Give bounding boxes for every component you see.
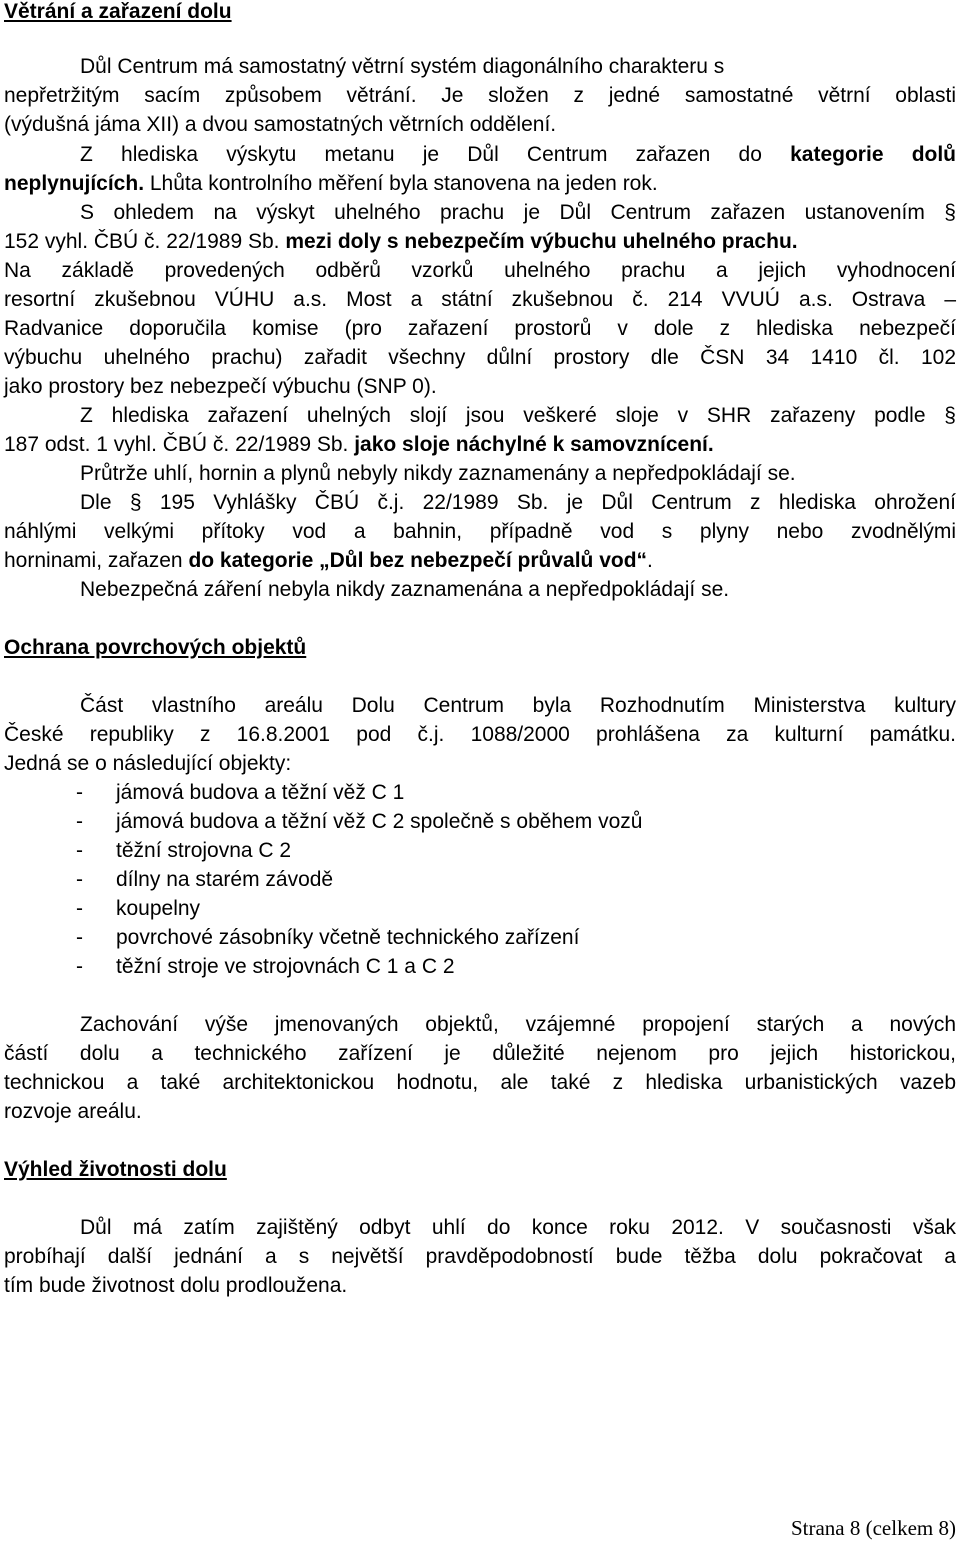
paragraph-line: Jedná se o následující objekty: xyxy=(4,752,292,775)
list-bullet: - xyxy=(76,868,83,891)
paragraph-line: Důl Centrum má samostatný větrní systém diagonálního charakteru s xyxy=(80,55,725,78)
paragraph-line: technickou a také architektonickou hodnotu, ale také z hlediska urbanistických vazeb xyxy=(4,1071,956,1094)
paragraph-line: Důl má zatím zajištěný odbyt uhlí do konce roku 2012. V současnosti však xyxy=(80,1216,956,1239)
paragraph-line: neplynujících. Lhůta kontrolního měření byla stanovena na jeden rok. xyxy=(4,172,658,195)
page-footer: Strana 8 (celkem 8) xyxy=(790,1516,956,1540)
paragraph-line: probíhají další jednání a s největší pravděpodobností bude těžba dolu pokračovat a xyxy=(4,1245,956,1268)
list-bullet: - xyxy=(76,839,83,862)
paragraph-line: Z hlediska výskytu metanu je Důl Centrum zařazen do kategorie dolů xyxy=(80,143,957,166)
paragraph-line: 152 vyhl. ČBÚ č. 22/1989 Sb. mezi doly s nebezpečím výbuchu uhelného prachu. xyxy=(4,230,798,253)
paragraph-line: náhlými velkými přítoky vod a bahnin, případně vod s plyny nebo zvodnělými xyxy=(4,520,956,543)
list-item: - koupelny xyxy=(76,897,201,920)
paragraph-line: Průtrže uhlí, hornin a plynů nebyly nikdy zaznamenány a nepředpokládají se. xyxy=(80,462,796,485)
paragraph-line: tím bude životnost dolu prodloužena. xyxy=(4,1274,348,1297)
section-heading-protection: Ochrana povrchových objektů xyxy=(4,636,307,659)
paragraph-line: horninami, zařazen do kategorie „Důl bez nebezpečí průvalů vod“. xyxy=(4,549,653,572)
list-item: - těžní strojovna C 2 xyxy=(76,839,292,862)
paragraph-line: Dle § 195 Vyhlášky ČBÚ č.j. 22/1989 Sb. je Důl Centrum z hlediska ohrožení xyxy=(80,491,956,514)
paragraph-line: jako prostory bez nebezpečí výbuchu (SNP 0). xyxy=(4,375,437,398)
paragraph-line: Radvanice doporučila komise (pro zařazení prostorů v dole z hlediska nebezpečí xyxy=(4,317,956,340)
list-bullet: - xyxy=(76,926,83,949)
paragraph-line: rozvoje areálu. xyxy=(4,1100,142,1123)
list-item: - jámová budova a těžní věž C 1 xyxy=(76,781,405,804)
paragraph-line: Na základě provedených odběrů vzorků uhelného prachu a jejich vyhodnocení xyxy=(4,259,956,282)
paragraph-line: Část vlastního areálu Dolu Centrum byla Rozhodnutím Ministerstva kultury xyxy=(80,694,956,717)
section-heading-ventilation: Větrání a zařazení dolu xyxy=(4,0,232,23)
paragraph-line: Zachování výše jmenovaných objektů, vzájemné propojení starých a nových xyxy=(80,1013,956,1036)
list-bullet: - xyxy=(76,781,83,804)
list-item: - dílny na starém závodě xyxy=(76,868,334,891)
paragraph-line: S ohledem na výskyt uhelného prachu je Důl Centrum zařazen ustanovením § xyxy=(80,201,956,224)
list-item: - jámová budova a těžní věž C 2 společně s oběhem vozů xyxy=(76,810,643,833)
list-bullet: - xyxy=(76,897,83,920)
list-bullet: - xyxy=(76,810,83,833)
list-bullet: - xyxy=(76,955,83,978)
paragraph-line: Z hlediska zařazení uhelných slojí jsou veškeré sloje v SHR zařazeny podle § xyxy=(80,404,956,427)
list-item: - povrchové zásobníky včetně technického zařízení xyxy=(76,926,580,949)
paragraph-line: částí dolu a technického zařízení je důležité nejenom pro jejich historickou, xyxy=(4,1042,956,1065)
paragraph-line: 187 odst. 1 vyhl. ČBÚ č. 22/1989 Sb. jako sloje náchylné k samovznícení. xyxy=(4,433,714,456)
list-item: - těžní stroje ve strojovnách C 1 a C 2 xyxy=(76,955,455,978)
paragraph-line: (výdušná jáma XII) a dvou samostatných větrních oddělení. xyxy=(4,113,557,136)
paragraph-line: nepřetržitým sacím způsobem větrání. Je složen z jedné samostatné větrní oblasti xyxy=(4,84,956,107)
paragraph-line: České republiky z 16.8.2001 pod č.j. 1088/2000 prohlášena za kulturní památku. xyxy=(4,723,956,746)
paragraph-line: resortní zkušebnou VÚHU a.s. Most a státní zkušebnou č. 214 VVUÚ a.s. Ostrava – xyxy=(4,288,956,311)
section-heading-outlook: Výhled životnosti dolu xyxy=(4,1158,227,1181)
paragraph-line: výbuchu uhelného prachu) zařadit všechny důlní prostory dle ČSN 34 1410 čl. 102 xyxy=(4,346,956,369)
paragraph-line: Nebezpečná záření nebyla nikdy zaznamenána a nepředpokládají se. xyxy=(80,578,730,601)
